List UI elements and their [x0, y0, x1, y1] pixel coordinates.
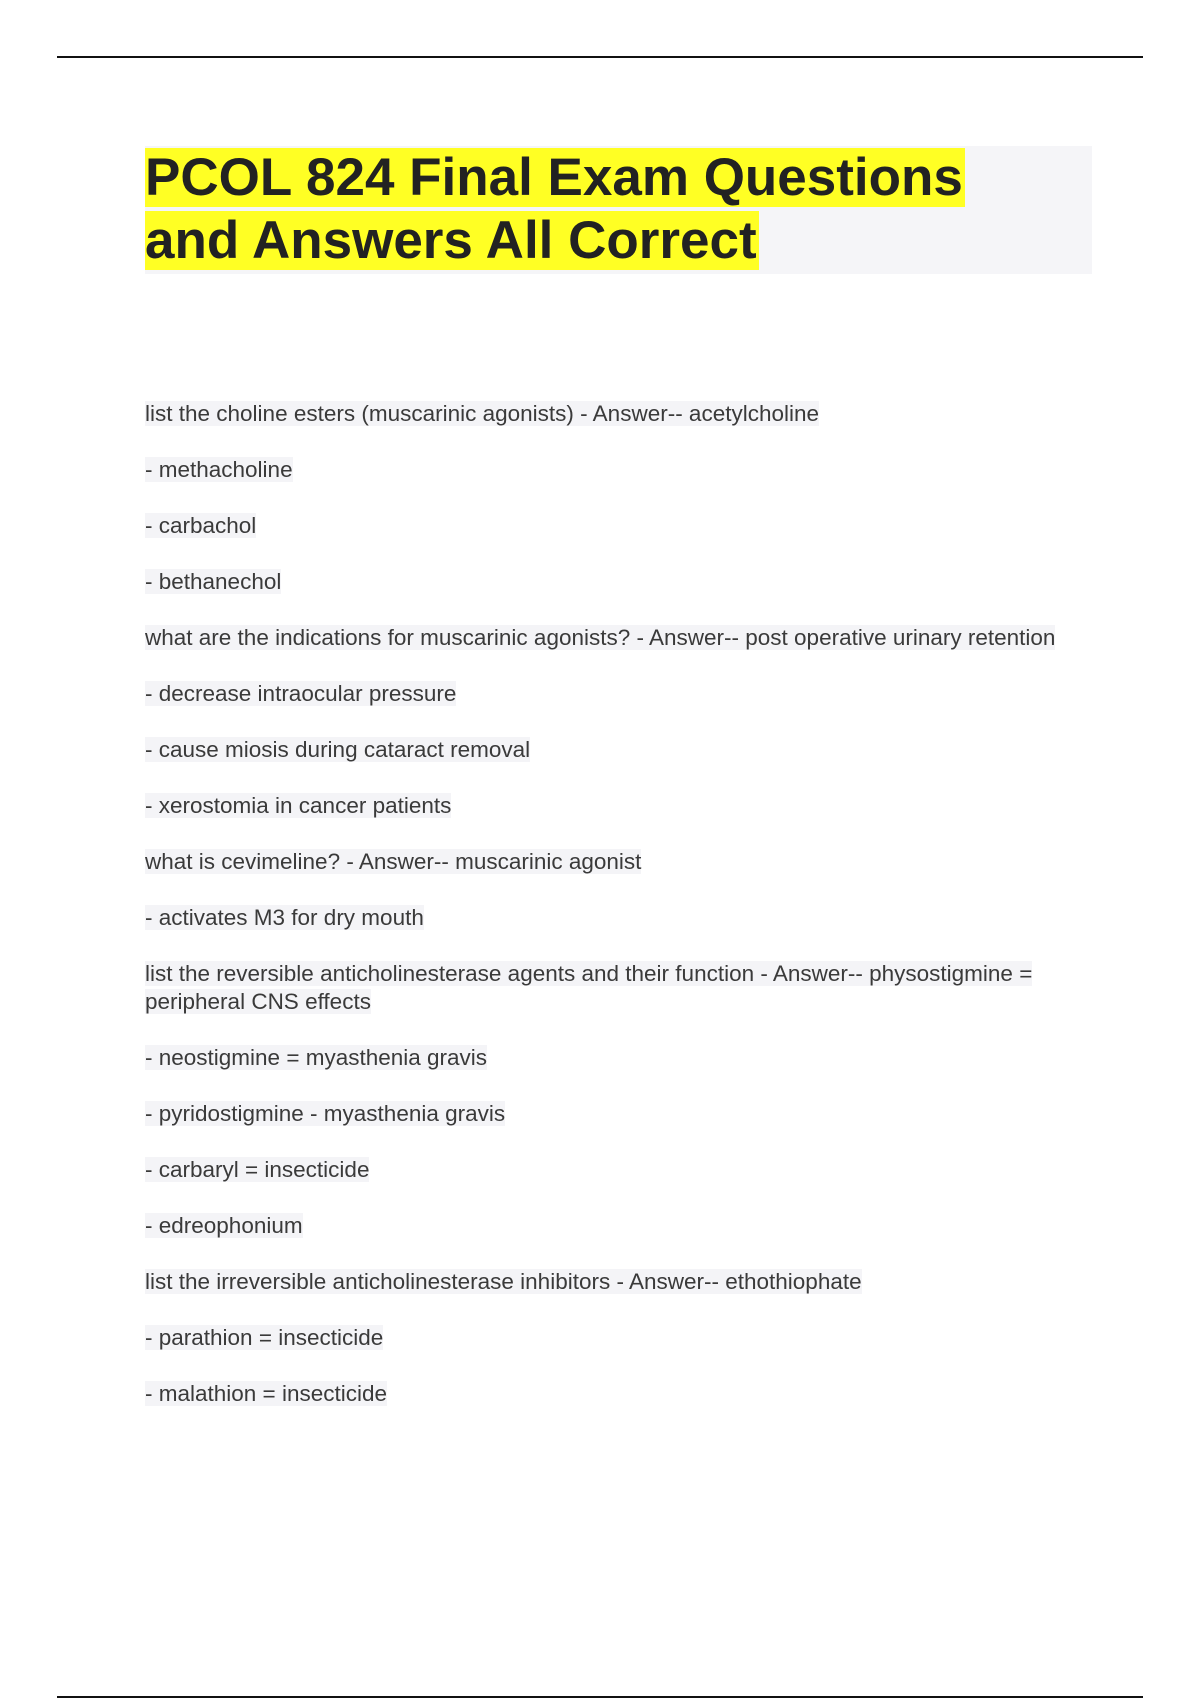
answer-item: - bethanechol	[145, 569, 282, 594]
question-line: what is cevimeline? - Answer-- muscarinic agonist	[145, 849, 642, 874]
answer-item: - edreophonium	[145, 1213, 303, 1238]
question-line: list the reversible anticholinesterase agents and their function - Answer-- physostigmine = peripheral CNS effects	[145, 961, 1033, 1014]
question-line: list the choline esters (muscarinic agonists) - Answer-- acetylcholine	[145, 401, 820, 426]
title-line-2: and Answers All Correct	[145, 211, 757, 270]
answer-item: - malathion = insecticide	[145, 1381, 387, 1406]
title-line-1: PCOL 824 Final Exam Questions	[145, 148, 963, 207]
title-block	[145, 146, 1092, 274]
answer-item: - cause miosis during cataract removal	[145, 737, 531, 762]
question-line: what are the indications for muscarinic agonists? - Answer-- post operative urinary retention	[145, 625, 1056, 650]
document-title	[145, 146, 1092, 272]
answer-item: - carbaryl = insecticide	[145, 1157, 370, 1182]
answer-item: - pyridostigmine - myasthenia gravis	[145, 1101, 506, 1126]
answer-item: - decrease intraocular pressure	[145, 681, 457, 706]
answer-item: - xerostomia in cancer patients	[145, 793, 452, 818]
bottom-rule	[57, 1696, 1143, 1698]
answer-item: - parathion = insecticide	[145, 1325, 384, 1350]
answer-item: - neostigmine = myasthenia gravis	[145, 1045, 488, 1070]
question-line: list the irreversible anticholinesterase inhibitors - Answer-- ethothiophate	[145, 1269, 862, 1294]
top-rule	[57, 56, 1143, 58]
answer-item: - methacholine	[145, 457, 293, 482]
qa-content	[145, 400, 1090, 1436]
answer-item: - activates M3 for dry mouth	[145, 905, 424, 930]
answer-item: - carbachol	[145, 513, 257, 538]
